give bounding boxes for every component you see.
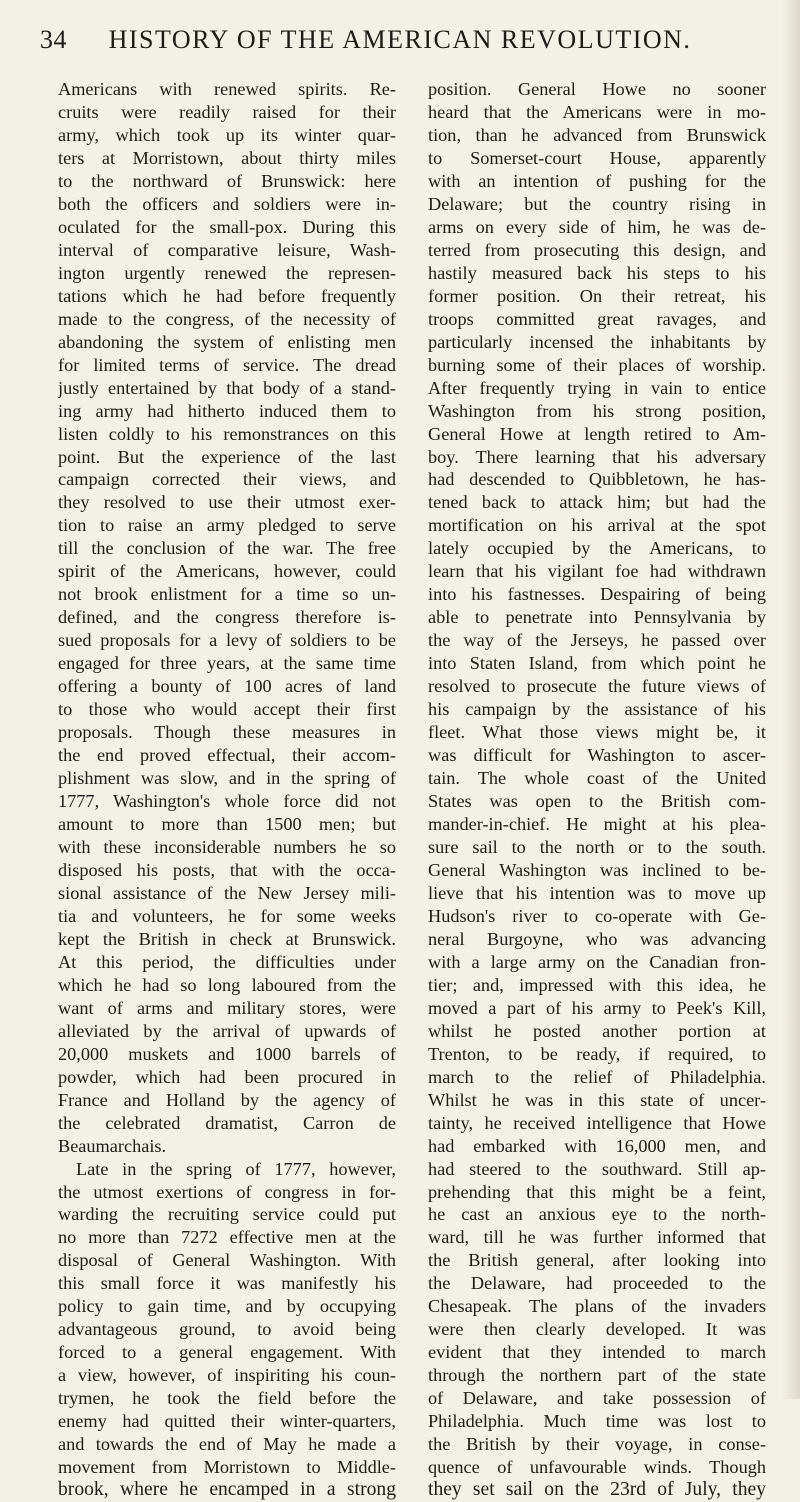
right-column (428, 78, 766, 1502)
text-line: powder, which had been procured in (58, 1066, 396, 1087)
text-line: enemy had quitted their winter-quarters, (58, 1411, 396, 1432)
text-line: Chesapeak. The plans of the invaders (428, 1296, 766, 1317)
text-line: forced to a general engagement. With (58, 1342, 396, 1363)
text-line: At this period, the difficulties under (58, 951, 396, 972)
text-line: terred from prosecuting this design, and (428, 239, 766, 260)
text-line: kept the British in check at Brunswick. (58, 928, 396, 949)
text-line: into Staten Island, from which point he (428, 653, 766, 674)
text-line: amount to more than 1500 men; but (58, 814, 396, 834)
text-line: troops committed great ravages, and (428, 308, 766, 329)
text-line: France and Holland by the agency of (58, 1089, 396, 1110)
text-line: sure sail to the north or to the south. (428, 836, 766, 857)
text-line: engaged for three years, at the same time (58, 653, 396, 674)
text-line: tain. The whole coast of the United (428, 768, 766, 789)
text-line: States was open to the British com- (428, 791, 766, 812)
text-line: cruits were readily raised for their (58, 101, 396, 122)
text-line: After frequently trying in vain to entice (428, 377, 766, 398)
text-line: to the northward of Brunswick: here (58, 170, 396, 191)
text-line: arms on every side of him, he was de- (428, 216, 766, 237)
text-line: oculated for the small-pox. During this (58, 216, 396, 237)
text-line: a view, however, of inspiriting his coun- (58, 1365, 396, 1386)
text-line: tainty, he received intelligence that Howe (428, 1112, 766, 1133)
text-line: lieve that his intention was to move up (428, 882, 766, 903)
text-line: Delaware; but the country rising in (428, 193, 766, 214)
text-line: they resolved to use their utmost exer- (58, 492, 396, 513)
text-line: to those who would accept their first (58, 699, 396, 720)
text-line: prehending that this might be a feint, (428, 1181, 766, 1202)
text-line: with these inconsiderable numbers he so (58, 836, 396, 857)
text-line: both the officers and soldiers were in- (58, 193, 396, 214)
text-line: made to the congress, of the necessity of (58, 308, 396, 329)
text-line: plishment was slow, and in the spring of (58, 768, 396, 789)
text-line: and towards the end of May he made a (58, 1434, 396, 1455)
text-line: the celebrated dramatist, Carron de (58, 1112, 396, 1133)
text-line: advantageous ground, to avoid being (58, 1319, 396, 1340)
text-line: General Washington was inclined to be- (428, 859, 766, 880)
text-line: defined, and the congress therefore is- (58, 607, 396, 628)
text-line: no more than 7272 effective men at the (58, 1227, 396, 1248)
running-title: HISTORY OF THE AMERICAN REVOLUTION. (108, 25, 692, 54)
text-line: abandoning the system of enlisting men (58, 331, 396, 352)
text-line: tened back to attack him; but had the (428, 492, 766, 513)
text-line: offering a bounty of 100 acres of land (58, 676, 396, 697)
text-line: was difficult for Washington to ascer- (428, 745, 766, 766)
text-line: tations which he had before frequently (58, 285, 396, 306)
left-column (58, 78, 396, 1502)
text-line: disposed his posts, that with the occa- (58, 859, 396, 880)
text-line: which he had so long laboured from the (58, 974, 396, 995)
text-line: ters at Morristown, about thirty miles (58, 147, 396, 168)
text-line: alleviated by the arrival of upwards of (58, 1020, 396, 1041)
text-line: tier; and, impressed with this idea, he (428, 974, 766, 995)
text-line: his campaign by the assistance of his (428, 699, 766, 720)
text-line: march to the relief of Philadelphia. (428, 1066, 766, 1087)
text-line: evident that they intended to march (428, 1342, 766, 1363)
text-line: the way of the Jerseys, he passed over (428, 630, 766, 651)
text-line: interval of comparative leisure, Wash- (58, 239, 396, 260)
text-line: tion to raise an army pledged to serve (58, 515, 396, 536)
text-line: through the northern part of the state (428, 1365, 766, 1386)
text-line: had embarked with 16,000 men, and (428, 1135, 766, 1156)
text-line: warding the recruiting service could put (58, 1204, 396, 1225)
text-line: want of arms and military stores, were (58, 997, 396, 1018)
text-line: policy to gain time, and by occupying (58, 1296, 396, 1317)
text-line: mander-in-chief. He might at his plea- (428, 814, 766, 834)
text-line: justly entertained by that body of a stand- (58, 377, 396, 398)
text-line: former position. On their retreat, his (428, 285, 766, 306)
text-line: he cast an anxious eye to the north- (428, 1204, 766, 1225)
text-line: resolved to prosecute the future views of (428, 676, 766, 697)
page-number: 34 (40, 25, 67, 54)
text-line: brook, where he encamped in a strong (58, 1479, 396, 1501)
text-line: had descended to Quibbletown, he has- (428, 469, 766, 490)
text-line: whilst he posted another portion at (428, 1020, 766, 1041)
text-line: sued proposals for a levy of soldiers to be (58, 630, 396, 651)
text-line: had steered to the southward. Still ap- (428, 1158, 766, 1179)
text-line: Washington from his strong position, (428, 400, 766, 421)
text-line: learn that his vigilant foe had withdrawn (428, 561, 766, 582)
text-line: army, which took up its winter quar- (58, 124, 396, 145)
text-line: proposals. Though these measures in (58, 722, 396, 743)
text-line: trymen, he took the field before the (58, 1388, 396, 1409)
text-line: able to penetrate into Pennsylvania by (428, 607, 766, 628)
text-line: sional assistance of the New Jersey mili- (58, 882, 396, 903)
text-line: Hudson's river to co-operate with Ge- (428, 905, 766, 926)
text-line: 1777, Washington's whole force did not (58, 791, 396, 812)
text-line: the British general, after looking into (428, 1250, 766, 1271)
text-line: the utmost exertions of congress in for- (58, 1181, 396, 1202)
text-line: for limited terms of service. The dread (58, 354, 396, 375)
text-line: the British by their voyage, in conse- (428, 1434, 766, 1455)
text-line: point. But the experience of the last (58, 446, 396, 467)
text-line: General Howe at length retired to Am- (428, 423, 766, 444)
text-line: till the conclusion of the war. The free (58, 538, 396, 559)
text-line: ward, till he was further informed that (428, 1227, 766, 1248)
text-line: fleet. What those views might be, it (428, 722, 766, 743)
text-line: moved a part of his army to Peek's Kill, (428, 997, 766, 1018)
text-line: the Delaware, had proceeded to the (428, 1273, 766, 1294)
text-line: movement from Morristown to Middle- (58, 1457, 396, 1478)
text-line: tia and volunteers, he for some weeks (58, 905, 396, 926)
text-line: to Somerset-court House, apparently (428, 147, 766, 168)
text-line: campaign corrected their views, and (58, 469, 396, 490)
text-line: 20,000 muskets and 1000 barrels of (58, 1043, 396, 1064)
text-line: Americans with renewed spirits. Re- (58, 79, 396, 99)
text-line: were then clearly developed. It was (428, 1319, 766, 1340)
text-line: particularly incensed the inhabitants by (428, 331, 766, 352)
text-line: Late in the spring of 1777, however, (76, 1158, 396, 1179)
text-line: Philadelphia. Much time was lost to (428, 1411, 766, 1432)
text-line: burning some of their places of worship. (428, 354, 766, 375)
text-line: spirit of the Americans, however, could (58, 561, 396, 582)
text-line: they set sail on the 23rd of July, they (428, 1479, 766, 1501)
page-edge-shadow (782, 0, 800, 1399)
text-line: ington urgently renewed the represen- (58, 262, 396, 283)
text-line: with a large army on the Canadian fron- (428, 951, 766, 972)
text-line: the end proved effectual, their accom- (58, 745, 396, 766)
text-line: quence of unfavourable winds. Though (428, 1457, 766, 1478)
text-line: disposal of General Washington. With (58, 1250, 396, 1271)
text-line: Trenton, to be ready, if required, to (428, 1043, 766, 1064)
text-line: heard that the Americans were in mo- (428, 101, 766, 122)
text-line: tion, than he advanced from Brunswick (428, 124, 766, 145)
text-line: this small force it was manifestly his (58, 1273, 396, 1294)
text-line: of Delaware, and take possession of (428, 1388, 766, 1409)
text-line: mortification on his arrival at the spot (428, 515, 766, 536)
text-line: into his fastnesses. Despairing of being (428, 584, 766, 605)
text-line: boy. There learning that his adversary (428, 446, 766, 467)
text-line: neral Burgoyne, who was advancing (428, 928, 766, 949)
text-line: listen coldly to his remonstrances on this (58, 423, 396, 444)
text-line: Beaumarchais. (58, 1135, 167, 1156)
page-header (40, 20, 760, 60)
text-line: hastily measured back his steps to his (428, 262, 766, 283)
text-line: ing army had hitherto induced them to (58, 400, 396, 421)
text-columns (58, 78, 766, 1502)
text-line: lately occupied by the Americans, to (428, 538, 766, 559)
text-line: position. General Howe no sooner (428, 79, 766, 99)
text-line: Whilst he was in this state of uncer- (428, 1089, 766, 1110)
text-line: with an intention of pushing for the (428, 170, 766, 191)
text-line: not brook enlistment for a time so un- (58, 584, 396, 605)
